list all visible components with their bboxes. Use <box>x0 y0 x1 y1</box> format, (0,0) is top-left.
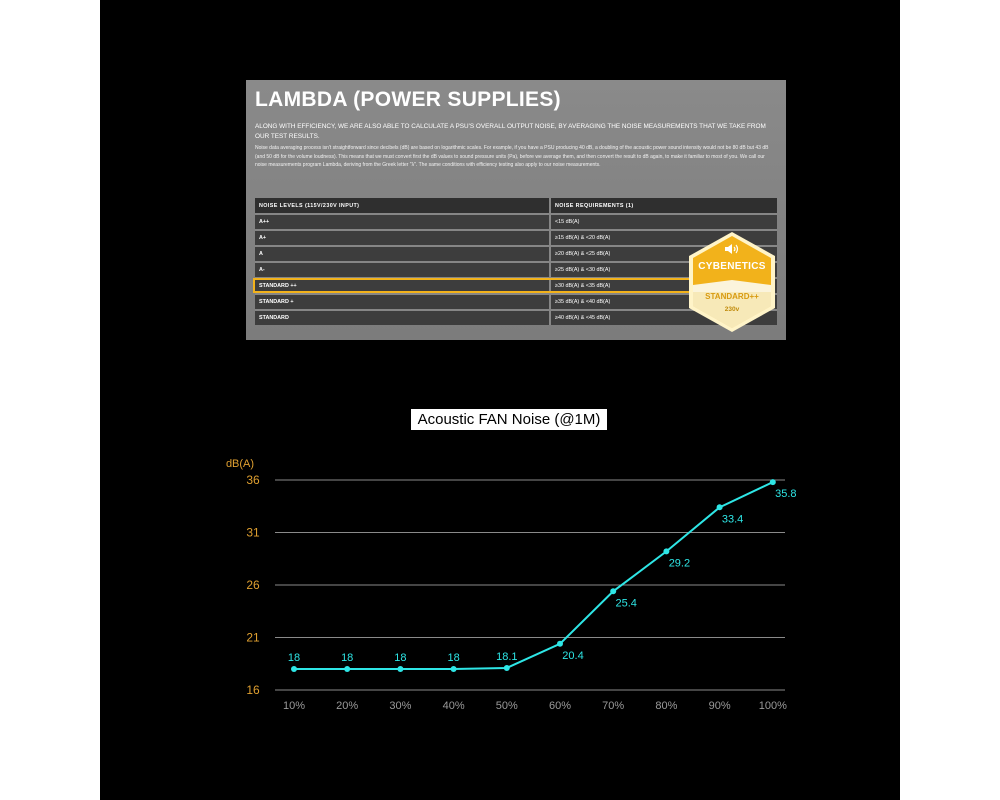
noise-level-cell: A <box>255 246 550 262</box>
noise-requirement-cell: ≥35 dB(A) & <40 dB(A) <box>550 294 777 310</box>
data-label: 35.8 <box>775 488 797 501</box>
y-tick-label: 36 <box>246 473 260 487</box>
data-point <box>291 666 297 672</box>
y-tick-label: 31 <box>246 525 260 540</box>
y-ticks <box>246 473 260 697</box>
data-point <box>663 548 669 554</box>
noise-requirement-cell: ≥30 dB(A) & <35 dB(A) <box>550 278 777 294</box>
table-header-requirements: NOISE REQUIREMENTS (1) <box>550 198 777 214</box>
x-tick-label: 80% <box>655 700 678 712</box>
lambda-description: Noise data averaging process isn't straightforward since decibels (dB) are based on logarithmic scales. For example, if you have a PSU producing 40 dB, a doubling of the acoustic power sound intensity would not be 80 dB but 43 dB (and 50 dB for the volume loudness). This means that we must convert first the dB values to sound pressure units (Pa), before we average them, and then convert the result to dB again, to make it familiar to most of you. We call our noise measurements program Lambda, deriving from the Greek letter "λ". The same conditions with efficiency testing also apply to our noise measurements. <box>255 145 769 169</box>
noise-level-cell: STANDARD ++ <box>255 278 550 294</box>
noise-level-cell: A+ <box>255 230 550 246</box>
x-tick-label: 60% <box>548 700 572 712</box>
data-label: 18 <box>341 652 354 664</box>
data-point <box>451 666 457 672</box>
data-label: 18 <box>287 652 301 664</box>
x-tick-label: 40% <box>442 700 465 712</box>
data-point <box>397 666 403 672</box>
data-label: 18 <box>447 652 460 664</box>
x-tick-label: 50% <box>495 700 518 712</box>
table-header-levels: NOISE LEVELS (115V/230V INPUT) <box>255 198 550 214</box>
data-points <box>291 479 776 672</box>
badge-rating: STANDARD++ <box>705 292 759 301</box>
x-tick-label: 20% <box>336 700 359 712</box>
data-point <box>557 641 563 647</box>
x-tick-label: 100% <box>758 700 787 712</box>
noise-line-chart <box>100 0 900 800</box>
y-tick-label: 21 <box>246 630 260 645</box>
y-axis-label: dB(A) <box>225 458 255 470</box>
badge-brand: CYBENETICS <box>698 261 766 272</box>
noise-requirement-cell: ≥20 dB(A) & <25 dB(A) <box>550 246 777 262</box>
data-label: 18.1 <box>496 650 518 663</box>
x-tick-label: 90% <box>708 700 731 712</box>
x-tick-label: 10% <box>282 700 306 712</box>
data-point <box>717 504 723 510</box>
data-point <box>344 666 350 672</box>
badge-voltage: 230v <box>724 306 740 313</box>
data-label: 20.4 <box>562 649 584 662</box>
chart-title: Acoustic FAN Noise (@1M) <box>411 409 607 430</box>
data-point <box>610 588 616 594</box>
x-tick-label: 30% <box>389 700 412 712</box>
noise-level-cell: STANDARD <box>255 310 550 325</box>
y-tick-label: 16 <box>246 683 260 697</box>
y-tick-label: 26 <box>246 578 260 592</box>
noise-requirement-cell: <15 dB(A) <box>550 214 777 230</box>
noise-requirement-cell: ≥40 dB(A) & <45 dB(A) <box>550 310 777 325</box>
noise-level-cell: A- <box>255 262 550 278</box>
data-label: 18 <box>394 652 407 664</box>
x-ticks <box>283 700 787 712</box>
noise-requirement-cell: ≥25 dB(A) & <30 dB(A) <box>550 262 777 278</box>
data-label: 29.2 <box>668 557 691 570</box>
lambda-title: LAMBDA (POWER SUPPLIES) <box>255 88 561 111</box>
lambda-subtitle: ALONG WITH EFFICIENCY, WE ARE ALSO ABLE TO CALCULATE A PSU'S OVERALL OUTPUT NOISE, BY AVERAGING THE NOISE MEASUREMENTS THAT WE TAKE FROM OUR TEST RESULTS. <box>255 123 766 140</box>
x-tick-label: 70% <box>602 700 625 712</box>
data-label: 25.4 <box>615 597 637 610</box>
noise-level-cell: A++ <box>255 214 550 230</box>
data-label: 33.4 <box>721 513 744 526</box>
noise-level-cell: STANDARD + <box>255 294 550 310</box>
series-line <box>294 482 773 669</box>
data-point <box>504 665 510 671</box>
page-background <box>100 0 900 800</box>
data-point <box>770 479 776 485</box>
noise-requirement-cell: ≥15 dB(A) & <20 dB(A) <box>550 230 777 246</box>
